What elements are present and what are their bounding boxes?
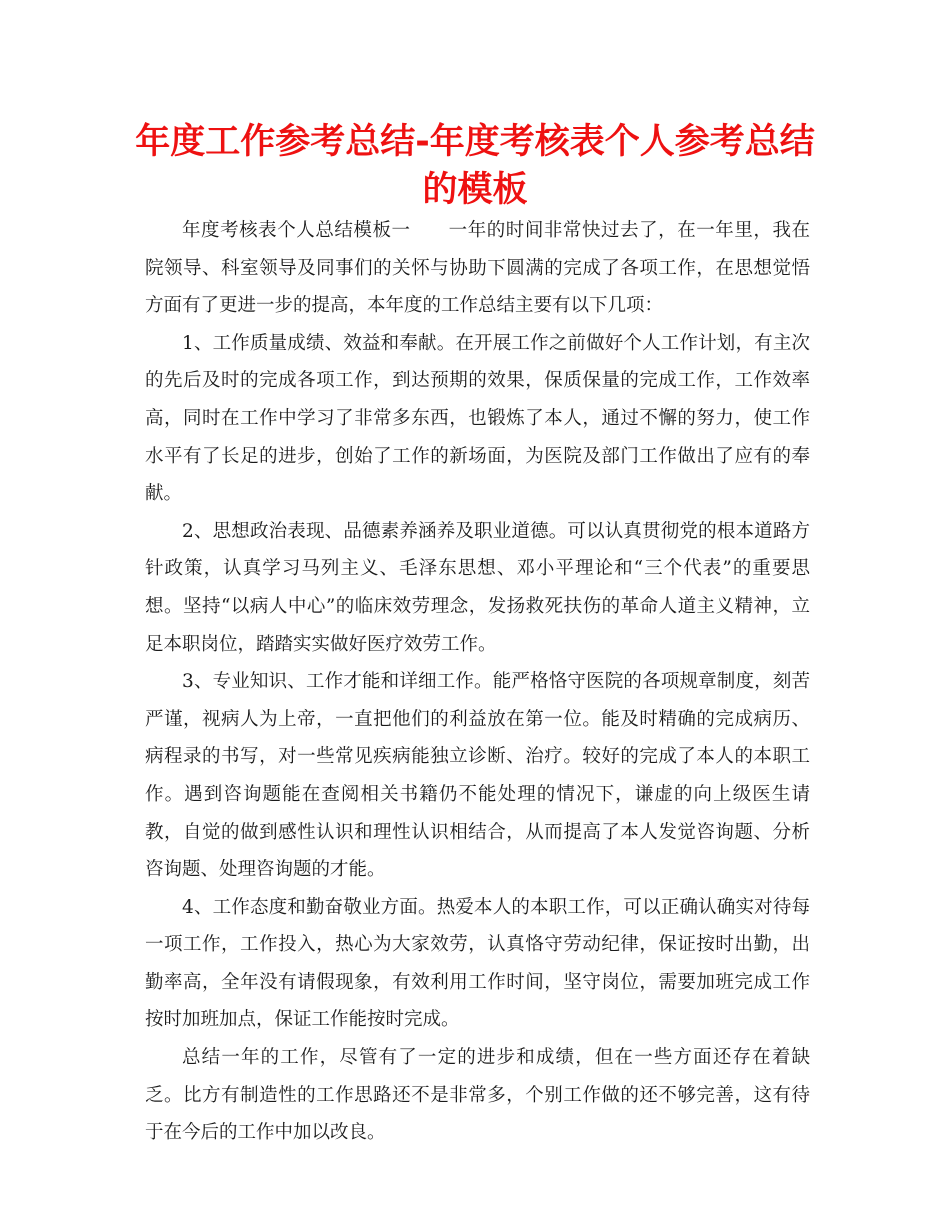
paragraph-item-3: 3、专业知识、工作才能和详细工作。能严格恪守医院的各项规章制度，刻苦严谨，视病人为上帝，一直把他们的利益放在第一位。能及时精确的完成病历、病程录的书写，对一些常见疾病能独立诊断、治疗。较好的完成了本人的本职工作。遇到咨询题能在查阅相关书籍仍不能处理的情况下，谦虚的向上级医生请教，自觉的做到感性认识和理性认识相结合，从而提高了本人发觉咨询题、分析咨询题、处理咨询题的才能。 [145,671,810,881]
paragraph-item-1: 1、工作质量成绩、效益和奉献。在开展工作之前做好个人工作计划，有主次的先后及时的完成各项工作，到达预期的效果，保质保量的完成工作，工作效率高，同时在工作中学习了非常多东西，也锻炼了本人，通过不懈的努力，使工作水平有了长足的进步，创始了工作的新场面，为医院及部门工作做出了应有的奉献。 [145,332,810,505]
document-body [145,212,810,1152]
paragraph-intro: 年度考核表个人总结模板一 一年的时间非常快过去了，在一年里，我在院领导、科室领导及同事们的关怀与协助下圆满的完成了各项工作，在思想觉悟方面有了更进一步的提高，本年度的工作总结主要有以下几项： [145,220,810,317]
document-title: 年度工作参考总结-年度考核表个人参考总结的模板 [135,122,815,210]
paragraph-item-2: 2、思想政治表现、品德素养涵养及职业道德。可以认真贯彻党的根本道路方针政策，认真学习马列主义、毛泽东思想、邓小平理论和“三个代表”的重要思想。坚持“以病人中心”的临床效劳理念，发扬救死扶伤的革命人道主义精神，立足本职岗位，踏踏实实做好医疗效劳工作。 [145,520,810,655]
paragraph-conclusion: 总结一年的工作，尽管有了一定的进步和成绩，但在一些方面还存在着缺乏。比方有制造性的工作思路还不是非常多，个别工作做的还不够完善，这有待于在今后的工作中加以改良。 [145,1047,810,1144]
paragraph-item-4: 4、工作态度和勤奋敬业方面。热爱本人的本职工作，可以正确认确实对待每一项工作，工作投入，热心为大家效劳，认真恪守劳动纪律，保证按时出勤，出勤率高，全年没有请假现象，有效利用工作时间，坚守岗位，需要加班完成工作按时加班加点，保证工作能按时完成。 [145,896,810,1031]
